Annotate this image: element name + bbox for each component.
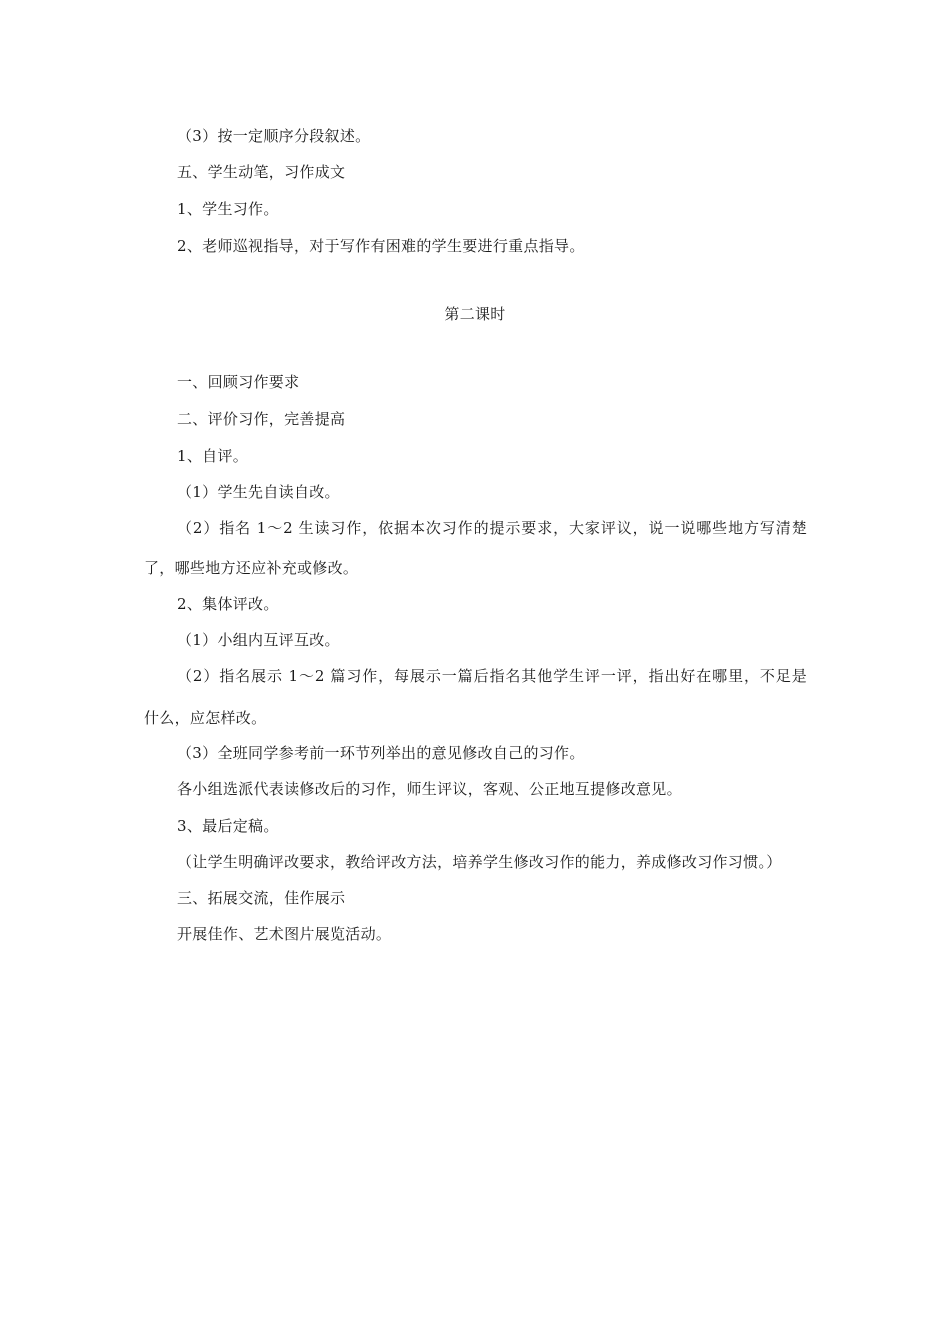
paragraph-exhibition-activity: 开展佳作、艺术图片展览活动。 (177, 925, 392, 943)
paragraph-read-aloud-line2: 了，哪些地方还应补充或修改。 (144, 559, 359, 577)
paragraph-teacher-guidance: 2、老师巡视指导，对于写作有困难的学生要进行重点指导。 (177, 237, 585, 255)
paragraph-final-draft: 3、最后定稿。 (177, 817, 279, 835)
paragraph-peer-review: （1）小组内互评互改。 (177, 631, 340, 649)
paragraph-group-evaluation: 2、集体评改。 (177, 595, 279, 613)
heading-step-five: 五、学生动笔，习作成文 (177, 163, 346, 181)
heading-review-requirements: 一、回顾习作要求 (177, 373, 300, 391)
paragraph-showcase-line2: 什么，应怎样改。 (144, 709, 267, 727)
paragraph-group-representatives: 各小组选派代表读修改后的习作，师生评议，客观、公正地互提修改意见。 (177, 780, 682, 798)
paragraph-showcase-line1: （2）指名展示 1～2 篇习作，每展示一篇后指名其他学生评一评，指出好在哪里，不足是 (177, 667, 807, 685)
paragraph-purpose-note: （让学生明确评改要求，教给评改方法，培养学生修改习作的能力，养成修改习作习惯。） (177, 853, 782, 871)
paragraph-student-writing: 1、学生习作。 (177, 200, 279, 218)
paragraph-class-revision: （3）全班同学参考前一环节列举出的意见修改自己的习作。 (177, 744, 585, 762)
heading-evaluate-writing: 二、评价习作，完善提高 (177, 410, 346, 428)
paragraph-read-aloud-line1: （2）指名 1～2 生读习作，依据本次习作的提示要求，大家评议，说一说哪些地方写清楚 (177, 519, 807, 537)
paragraph-order-narration: （3）按一定顺序分段叙述。 (177, 127, 371, 145)
paragraph-self-evaluation: 1、自评。 (177, 447, 249, 465)
heading-extend-exchange: 三、拓展交流，佳作展示 (177, 889, 346, 907)
section-heading-second-lesson: 第二课时 (444, 305, 506, 323)
paragraph-self-read: （1）学生先自读自改。 (177, 483, 340, 501)
